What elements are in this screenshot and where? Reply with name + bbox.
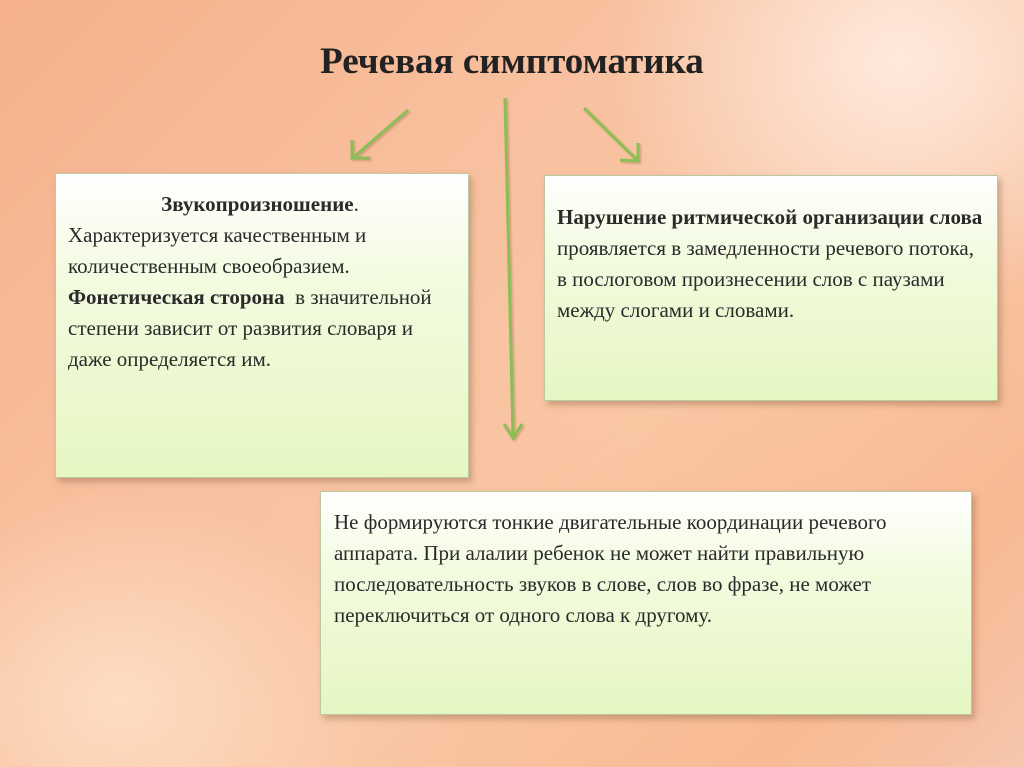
arrow-to-bottom-box [504, 98, 522, 438]
heading-text: Звукопроизношение [161, 192, 354, 216]
rhythm-disorder-label: Нарушение ритмической организации слова [557, 205, 983, 229]
rhythm-disorder-text: проявляется в замедленности речевого потока, в послоговом произнесении слов с паузами между слогами и словами. [557, 236, 974, 322]
sound-pronunciation-text: Характеризуется качественным и количественным своеобразием. [68, 223, 367, 278]
motor-coordination-text: Не формируются тонкие двигательные координации речевого аппарата. При алалии ребенок не может найти правильную последовательность звуков в слове, слов во фразе, не может переключиться от одного слова к другому. [334, 510, 887, 627]
motor-coordination-box [320, 491, 972, 715]
arrow-to-left-box [352, 110, 408, 158]
rhythm-disorder-box [544, 175, 998, 401]
sound-pronunciation-box [55, 173, 469, 478]
sound-pronunciation-heading [68, 189, 452, 220]
arrow-to-right-box [584, 108, 638, 161]
heading-tail: . [353, 192, 359, 216]
phonetic-side-text: в значительной степени зависит от развития словаря и даже определяется им. [68, 285, 432, 371]
page-title: Речевая симптоматика [320, 41, 704, 82]
phonetic-side-label: Фонетическая сторона [68, 285, 285, 309]
